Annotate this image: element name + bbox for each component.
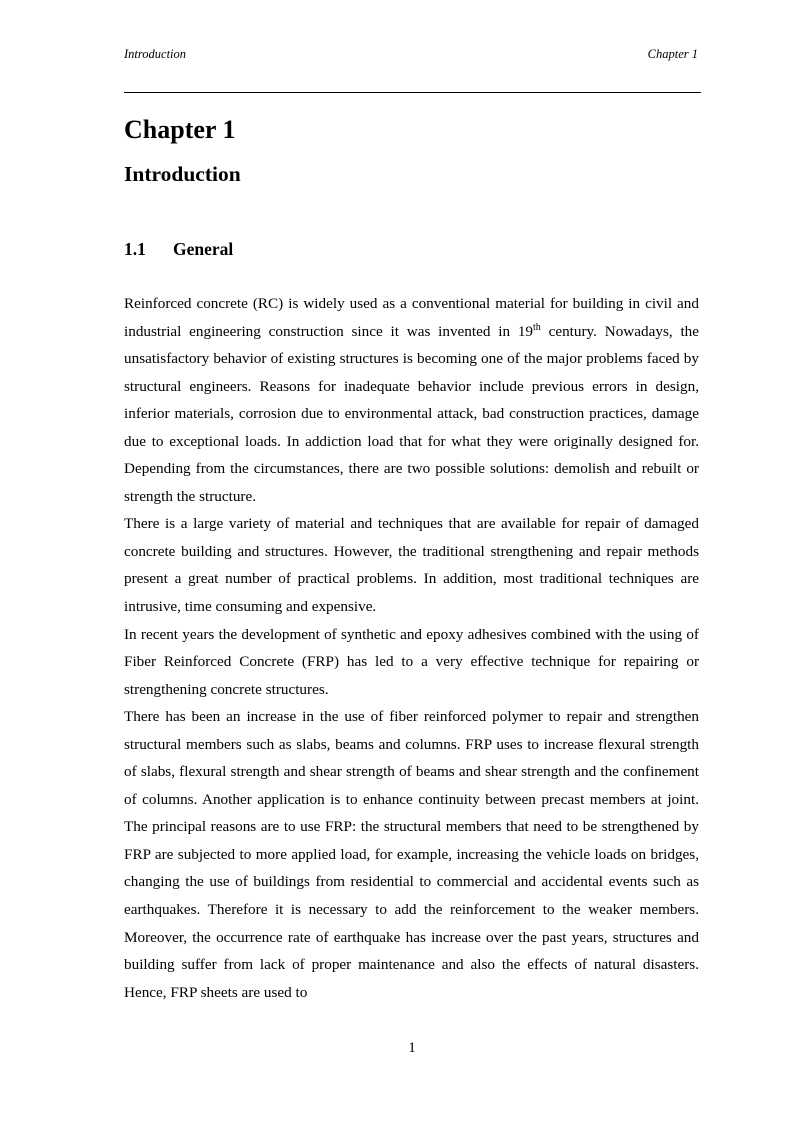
paragraph-1 [124, 290, 699, 510]
paragraph-4: There has been an increase in the use of fiber reinforced polymer to repair and strengthen structural members such as slabs, beams and columns. FRP uses to increase flexural strength of slabs, flexural strength and shear strength of beams and shear strength and the confinement of columns. Another application is to enhance continuity between precast members at joint. The principal reasons are to use FRP: the structural members that need to be strengthened by FRP are subjected to more applied load, for example, increasing the vehicle loads on bridges, changing the use of buildings from residential to commercial and accidental events such as earthquakes. Therefore it is necessary to add the reinforcement to the weaker members. Moreover, the occurrence rate of earthquake has increase over the past years, structures and building suffer from lack of proper maintenance and also the effects of natural disasters. Hence, FRP sheets are used to [124, 708, 699, 1001]
section-number: 1.1 [124, 239, 146, 259]
header-rule [124, 92, 701, 93]
body-text [124, 290, 699, 1006]
paragraph-1-text-b: century. Nowadays, the unsatisfactory behavior of existing structures is becoming one of the major problems faced by structural engineers. Reasons for inadequate behavior include previous errors in design, inferior materials, corrosion due to environmental attack, bad construction practices, damage due to exceptional loads. In addiction load that for what they were originally designed for. Depending from the circumstances, there are two possible solutions: demolish and rebuilt or strength the structure. [124, 322, 699, 505]
paragraph-3: In recent years the development of synthetic and epoxy adhesives combined with the using of Fiber Reinforced Concrete (FRP) has led to a very effective technique for repairing or strengthening concrete structures. [124, 625, 699, 698]
chapter-title: Introduction [124, 162, 241, 186]
ordinal-superscript: th [533, 321, 541, 333]
paragraph-1-text-a: Reinforced concrete (RC) is widely used as a conventional material for building in civil and industrial engineering construction since it was invented in 19 [124, 295, 699, 340]
paragraph-2: There is a large variety of material and techniques that are available for repair of damaged concrete building and structures. However, the traditional strengthening and repair methods present a great number of practical problems. In addition, most traditional techniques are intrusive, time consuming and expensive. [124, 515, 699, 616]
section-title: General [173, 239, 234, 259]
section-heading [124, 237, 233, 261]
page-number: 1 [408, 1040, 416, 1056]
running-header [124, 47, 700, 65]
chapter-number: Chapter 1 [124, 115, 236, 144]
running-header-left: Introduction [124, 47, 187, 61]
running-header-right: Chapter 1 [647, 47, 698, 61]
